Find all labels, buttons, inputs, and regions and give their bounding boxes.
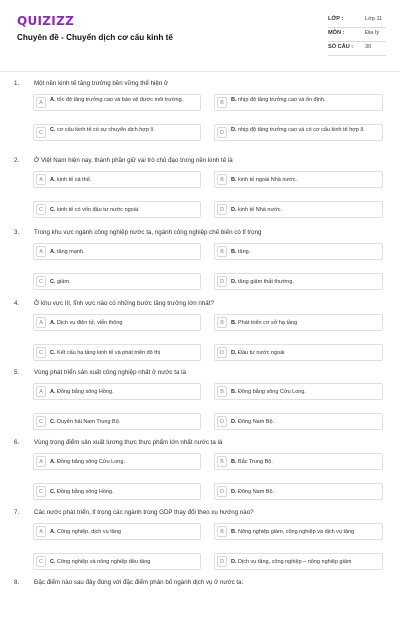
option-text (231, 279, 379, 286)
answer-option-c[interactable] (33, 124, 201, 141)
option-text (50, 320, 197, 327)
question-6 (0, 439, 400, 501)
question-text: Vùng phát triển sản xuất công nghiệp nhất ở nước ta là (34, 369, 186, 376)
option-text (231, 207, 379, 214)
option-body: kinh tế cá thể. (57, 176, 92, 183)
option-text (50, 350, 197, 357)
question-number: 6. (14, 439, 20, 446)
answer-option-a[interactable] (33, 94, 201, 111)
option-text (50, 207, 197, 214)
option-lead: B. (231, 528, 237, 535)
option-text (50, 249, 197, 256)
option-letter-badge: C (36, 204, 46, 215)
option-body: Nông nghiệp giảm, công nghiệp và dịch vụ tăng (238, 528, 355, 535)
option-letter-badge: C (36, 486, 46, 497)
option-body: Đông Nam Bộ. (238, 488, 275, 495)
option-letter-badge: D (217, 556, 227, 567)
option-lead: D. (231, 418, 237, 425)
option-body: Đồng bằng sông Cửu Long. (238, 388, 306, 395)
meta-subject (328, 28, 386, 42)
question-text: Vùng trọng điểm sản xuất lương thực thực phẩm lớn nhất nước ta là (34, 439, 223, 446)
question-5 (0, 369, 400, 431)
answer-option-c[interactable] (33, 553, 201, 570)
option-text (231, 177, 379, 184)
meta-value: 30 (365, 44, 372, 50)
option-text (231, 350, 379, 357)
option-letter-badge: A (36, 386, 46, 397)
option-lead: D. (231, 127, 237, 133)
question-7 (0, 509, 400, 571)
option-lead: A. (50, 319, 56, 326)
option-letter-badge: C (36, 556, 46, 567)
option-letter-badge: D (217, 127, 227, 138)
option-text (50, 459, 197, 466)
option-lead: B. (231, 248, 237, 255)
option-text (50, 127, 197, 134)
option-body: Dịch vụ tăng, công nghiệp – nông nghiệp giảm (238, 558, 352, 565)
option-text (50, 529, 197, 536)
meta-question-count (328, 42, 386, 56)
answer-option-a[interactable] (33, 523, 201, 540)
option-body: tốc độ tăng trưởng cao và bảo vệ được môi trường. (57, 97, 184, 103)
option-text (50, 97, 197, 104)
option-body: Phát triển cơ sở hạ tầng (238, 319, 298, 326)
question-number: 1. (14, 80, 20, 87)
answer-option-b[interactable] (214, 383, 383, 400)
option-body: tăng giảm thất thường. (238, 278, 294, 285)
option-body: Duyên hải Nam Trung Bộ. (57, 418, 121, 425)
option-text (231, 529, 379, 536)
option-letter-badge: A (36, 317, 46, 328)
answer-option-b[interactable] (214, 243, 383, 260)
answer-option-d[interactable] (214, 344, 383, 361)
option-letter-badge: A (36, 526, 46, 537)
option-body: cơ cấu kinh tế có sự chuyển dịch hợp lí. (57, 127, 155, 133)
option-lead: A. (50, 388, 56, 395)
option-lead: C. (50, 488, 56, 495)
option-body: kinh tế có vốn đầu tư nước ngoài. (57, 206, 140, 213)
option-lead: A. (50, 458, 56, 465)
meta-value: Lớp 11 (365, 16, 383, 22)
option-text (231, 419, 379, 426)
question-number: 4. (14, 300, 20, 307)
option-lead: C. (50, 558, 56, 565)
answer-option-d[interactable] (214, 413, 383, 430)
question-1 (0, 80, 400, 142)
option-lead: A. (50, 97, 56, 103)
meta-value: Địa lý (365, 30, 379, 36)
meta-label: MÔN : (328, 30, 345, 36)
meta-label: LỚP : (328, 16, 344, 22)
answer-option-b[interactable] (214, 94, 383, 111)
option-body: kinh tế Nhà nước. (238, 206, 283, 213)
question-number: 2. (14, 157, 20, 164)
option-letter-badge: B (217, 174, 227, 185)
question-text: Ở Việt Nam hiện nay, thành phần giữ vai trò chủ đạo trong nền kinh tế là (34, 157, 233, 164)
option-body: Đầu tư nước ngoài (238, 349, 285, 356)
answer-option-d[interactable] (214, 483, 383, 500)
question-text: Các nước phát triển, tỉ trọng các ngành trong GDP thay đổi theo xu hướng nào? (34, 509, 254, 516)
answer-option-a[interactable] (33, 171, 201, 188)
option-letter-badge: D (217, 276, 227, 287)
option-letter-badge: C (36, 347, 46, 358)
answer-option-b[interactable] (214, 453, 383, 470)
option-body: Đồng bằng sông Hồng. (57, 388, 114, 395)
option-lead: D. (231, 558, 237, 565)
option-text (50, 389, 197, 396)
option-letter-badge: A (36, 246, 46, 257)
question-3 (0, 229, 400, 291)
option-body: Đông Nam Bộ. (238, 418, 275, 425)
option-letter-badge: D (217, 486, 227, 497)
question-4 (0, 300, 400, 362)
option-letter-badge: D (217, 416, 227, 427)
page-title: Chuyên đề - Chuyển dịch cơ cấu kinh tế (17, 33, 173, 42)
option-letter-badge: B (217, 456, 227, 467)
option-lead: C. (50, 418, 56, 425)
option-letter-badge: A (36, 456, 46, 467)
answer-option-c[interactable] (33, 273, 201, 290)
option-lead: B. (231, 388, 237, 395)
option-lead: A. (50, 176, 56, 183)
answer-option-d[interactable] (214, 273, 383, 290)
option-lead: B. (231, 97, 237, 103)
option-letter-badge: C (36, 276, 46, 287)
option-letter-badge: D (217, 204, 227, 215)
answer-option-b[interactable] (214, 523, 383, 540)
question-2 (0, 157, 400, 219)
option-text (231, 489, 379, 496)
option-text (50, 177, 197, 184)
answer-option-c[interactable] (33, 483, 201, 500)
answer-option-b[interactable] (214, 314, 383, 331)
option-lead: B. (231, 458, 237, 465)
question-8 (0, 579, 400, 641)
option-text (231, 249, 379, 256)
question-text: Một nền kinh tế tăng trưởng bền vững thể hiện ở (34, 80, 169, 87)
question-text: Đặc điểm nào sau đây đúng với đặc điểm phân bố ngành dịch vụ ở nước ta: (34, 579, 244, 586)
option-body: Kết cấu hạ tầng kinh tế và phát triển đô thị (57, 349, 161, 356)
question-text: Trong khu vực ngành công nghiệp nước ta, ngành công nghiệp chế biến có tỉ trọng (34, 229, 262, 236)
option-lead: D. (231, 349, 237, 356)
option-letter-badge: B (217, 317, 227, 328)
answer-option-b[interactable] (214, 171, 383, 188)
option-lead: A. (50, 528, 56, 535)
option-body: Công nghiệp, dịch vụ tăng (57, 528, 121, 535)
option-text (50, 559, 197, 566)
answer-option-a[interactable] (33, 453, 201, 470)
answer-option-a[interactable] (33, 243, 201, 260)
answer-option-a[interactable] (33, 314, 201, 331)
question-text: Ở khu vực III, lĩnh vực nào có những bước tăng trưởng lớn nhất? (34, 300, 214, 307)
answer-option-c[interactable] (33, 201, 201, 218)
option-body: Công nghiệp và nông nghiệp đều tăng (57, 558, 151, 565)
question-number: 3. (14, 229, 20, 236)
option-body: tăng. (238, 248, 251, 255)
answer-option-a[interactable] (33, 383, 201, 400)
answer-option-c[interactable] (33, 344, 201, 361)
option-text (231, 320, 379, 327)
option-body: giảm. (57, 278, 71, 285)
option-lead: C. (50, 206, 56, 213)
option-lead: B. (231, 176, 237, 183)
option-lead: C. (50, 127, 56, 133)
option-text (231, 459, 379, 466)
option-body: Đồng bằng sông Cửu Long. (57, 458, 125, 465)
option-letter-badge: B (217, 97, 227, 108)
option-text (231, 389, 379, 396)
question-number: 8. (14, 579, 20, 586)
option-lead: C. (50, 278, 56, 285)
answer-option-c[interactable] (33, 413, 201, 430)
option-letter-badge: C (36, 127, 46, 138)
quizizz-logo: QUIZIZZ (17, 14, 75, 28)
question-number: 5. (14, 369, 20, 376)
option-text (231, 127, 379, 134)
option-lead: D. (231, 278, 237, 285)
option-lead: A. (50, 248, 56, 255)
header-divider (0, 71, 400, 72)
option-letter-badge: B (217, 386, 227, 397)
option-lead: C. (50, 349, 56, 356)
meta-label: SỐ CÂU : (328, 44, 354, 50)
option-text (231, 97, 379, 104)
option-letter-badge: A (36, 174, 46, 185)
option-letter-badge: D (217, 347, 227, 358)
option-lead: D. (231, 488, 237, 495)
option-lead: D. (231, 206, 237, 213)
answer-option-d[interactable] (214, 201, 383, 218)
answer-option-d[interactable] (214, 124, 383, 141)
option-text (50, 419, 197, 426)
option-body: nhịp độ tăng trưởng cao và có cơ cấu kinh tế hợp lí. (238, 127, 365, 133)
option-body: nhịp độ tăng trưởng cao và ổn định. (238, 97, 326, 103)
option-letter-badge: B (217, 246, 227, 257)
option-text (50, 279, 197, 286)
option-body: tăng mạnh. (57, 248, 85, 255)
option-body: Dịch vụ điện tử, viễn thông (57, 319, 123, 326)
option-body: Bắc Trung Bộ. (238, 458, 273, 465)
option-letter-badge: B (217, 526, 227, 537)
option-lead: B. (231, 319, 237, 326)
option-letter-badge: C (36, 416, 46, 427)
meta-grade (328, 14, 386, 28)
option-body: kinh tế ngoài Nhà nước. (238, 176, 297, 183)
answer-option-d[interactable] (214, 553, 383, 570)
question-number: 7. (14, 509, 20, 516)
option-text (231, 559, 379, 566)
option-text (50, 489, 197, 496)
option-letter-badge: A (36, 97, 46, 108)
option-body: Đồng bằng sông Hồng. (57, 488, 114, 495)
